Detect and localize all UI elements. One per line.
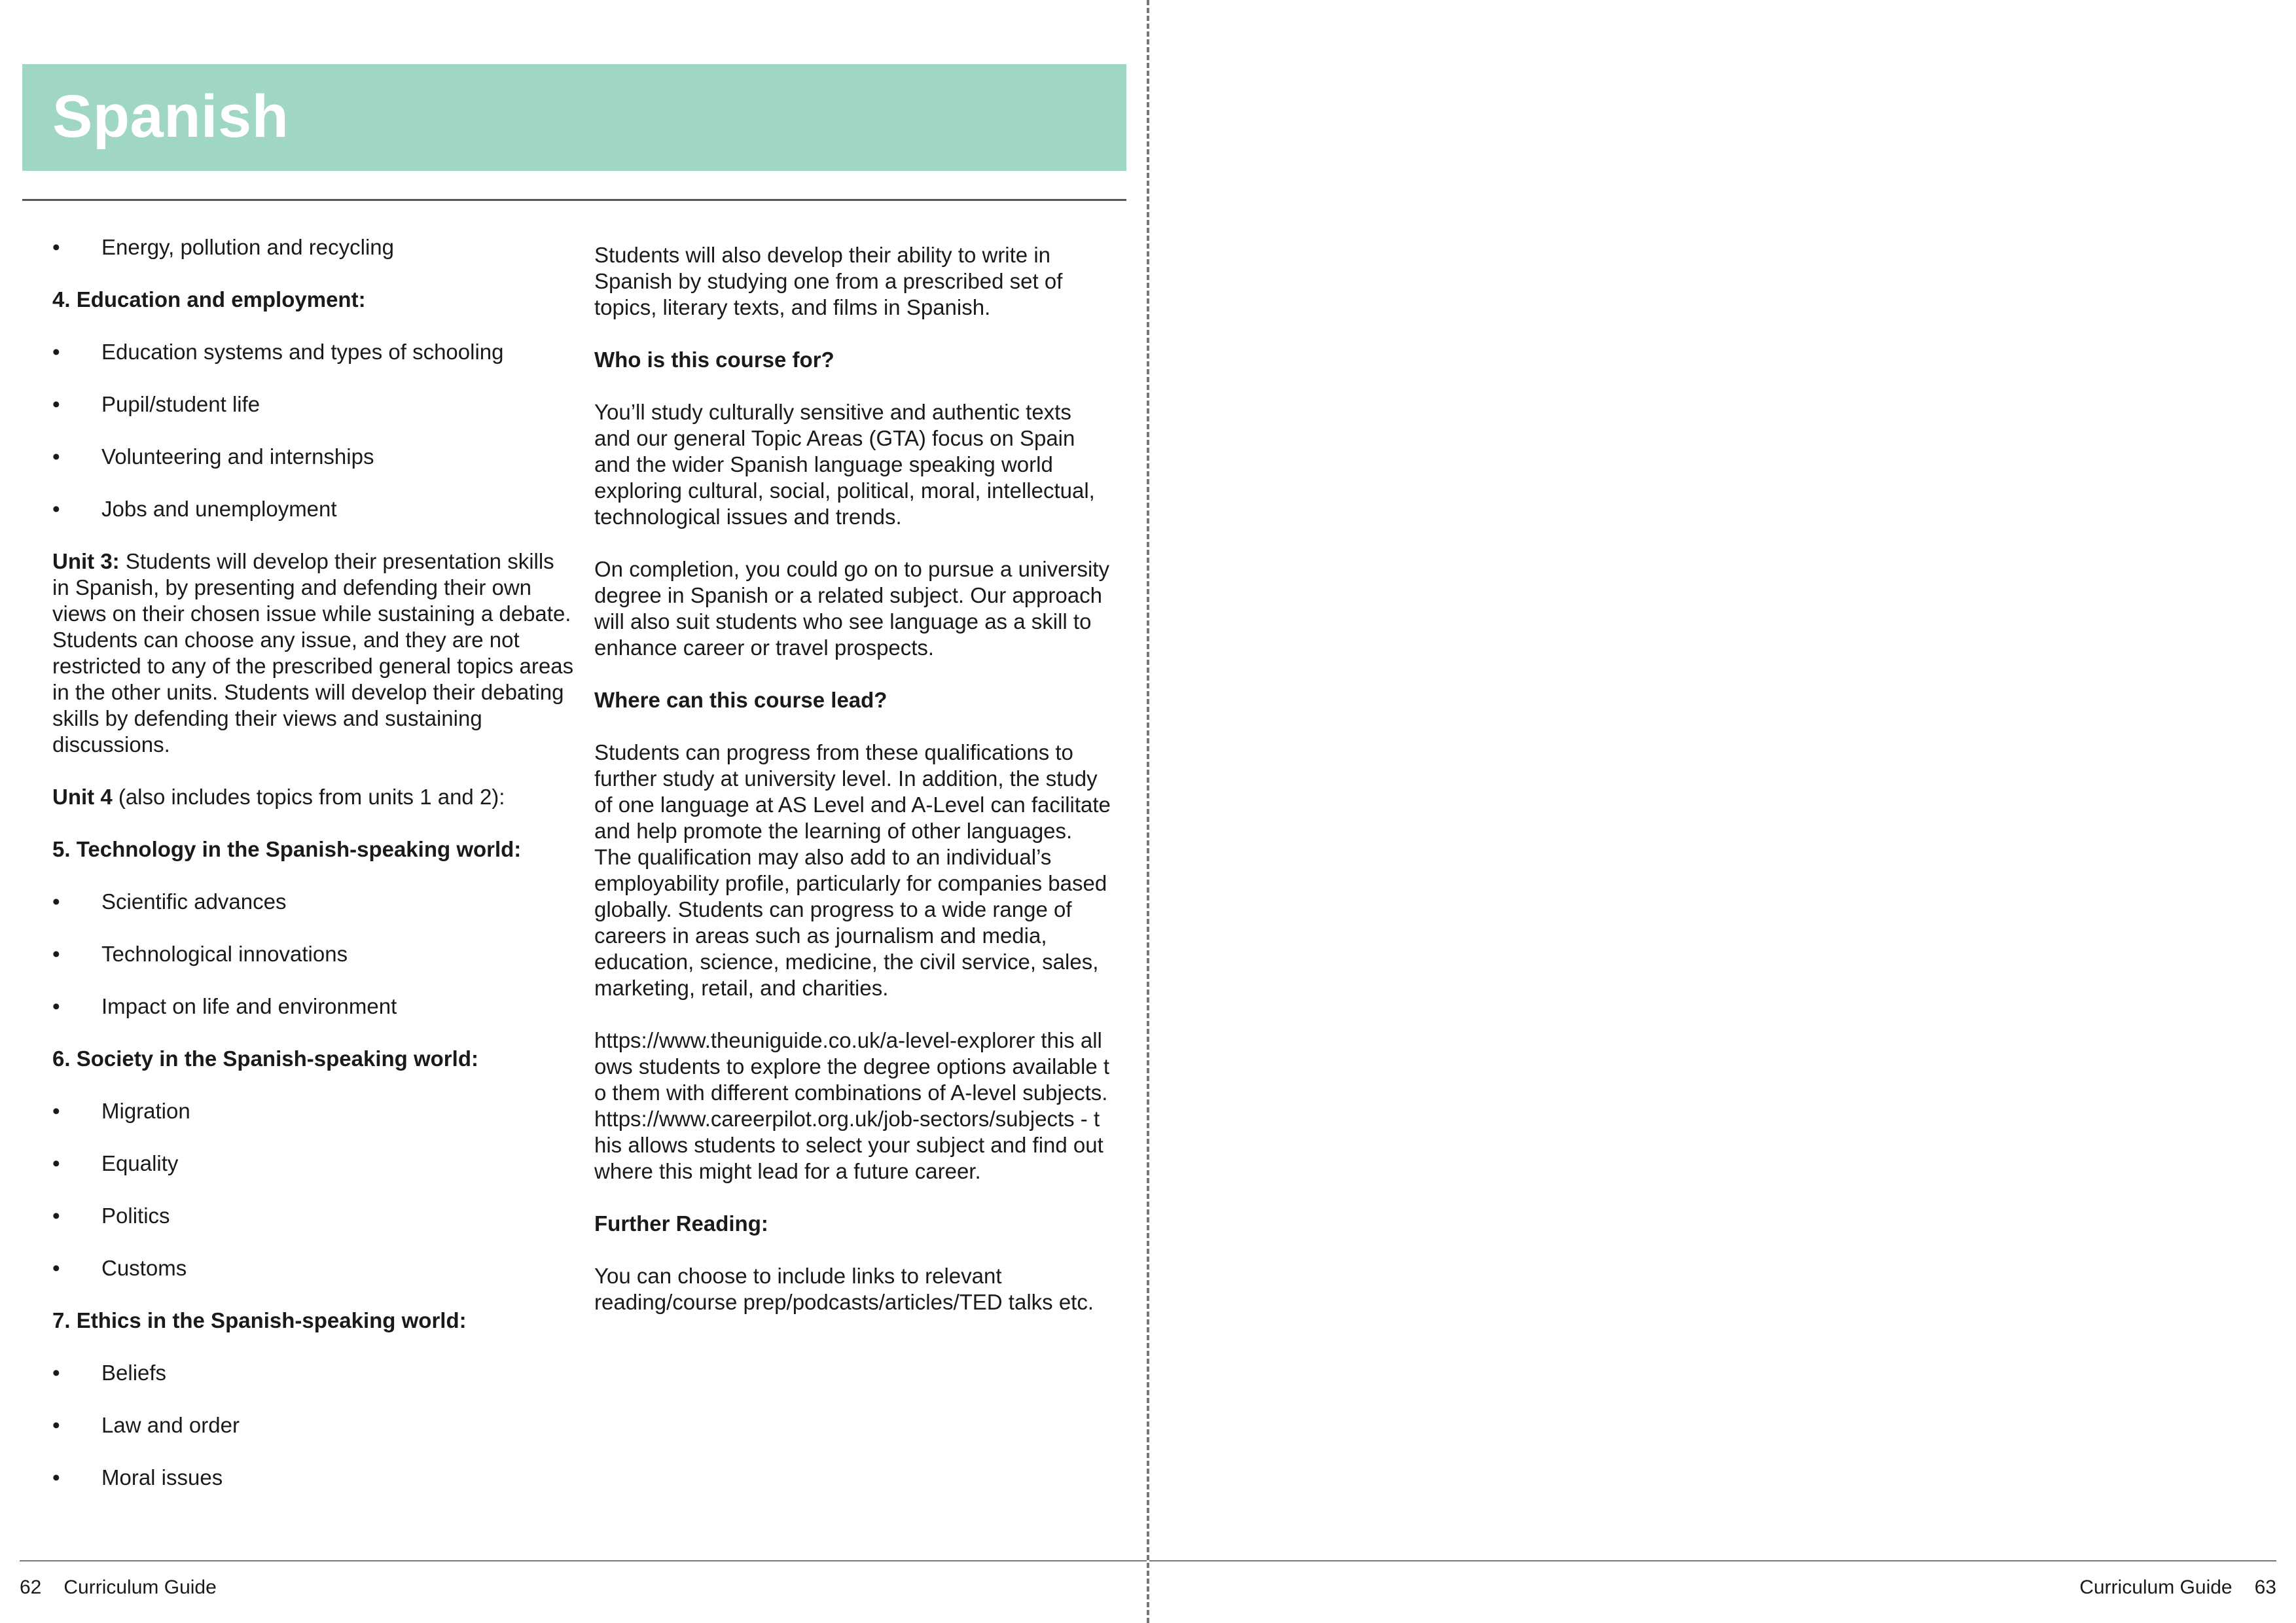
footer-left	[20, 1575, 217, 1601]
who-paragraph-2: On completion, you could go on to pursue a university degree in Spanish or a related subject. Our approach will also suit students who see language as a skill to enhance career or travel prospects.	[594, 557, 1109, 660]
footer-divider-left	[20, 1560, 1147, 1561]
where-paragraph: Students can progress from these qualifications to further study at university level. In addition, the study of one language at AS Level and A-Level can facilitate and help promote the learning of other languages. The qualification may also add to an individual’s employability profile, particularly for companies based globally. Students can progress to a wide range of careers in areas such as journalism and media, education, science, medicine, the civil service, sales, marketing, retail, and charities.	[594, 740, 1111, 1000]
section-heading-society: 6. Society in the Spanish-speaking world:	[52, 1046, 478, 1071]
bullet-icon: •	[52, 235, 60, 259]
section-heading-education: 4. Education and employment:	[52, 287, 366, 312]
list-item: • Pupil/student life	[52, 392, 260, 416]
footer-label-right: Curriculum Guide	[2079, 1577, 2233, 1598]
links-paragraph: https://www.theuniguide.co.uk/a-level-explorer this allows students to explore the degree options available to them with different combinations of A-level subjects. https://www.careerpilot.org.uk/job-sectors/subjects - this allows students to select your subject and find out where this might lead for a future career.	[594, 1028, 1110, 1183]
bullet-icon: •	[52, 444, 60, 469]
section-heading-who: Who is this course for?	[594, 348, 834, 372]
right-column	[594, 242, 1111, 1342]
footer-divider-right	[1149, 1560, 2276, 1561]
page-fold-divider	[1147, 0, 1149, 1623]
bullet-icon: •	[52, 1465, 60, 1489]
reading-paragraph: You can choose to include links to relevant reading/course prep/podcasts/articles/TED talks etc.	[594, 1264, 1094, 1314]
bullet-icon: •	[52, 1361, 60, 1385]
list-item: • Migration	[52, 1099, 190, 1123]
left-column	[52, 234, 576, 1517]
list-item: • Politics	[52, 1204, 170, 1228]
section-heading-ethics: 7. Ethics in the Spanish-speaking world:	[52, 1308, 467, 1332]
footer-label-left: Curriculum Guide	[63, 1577, 217, 1598]
bullet-icon: •	[52, 994, 60, 1018]
list-item: • Customs	[52, 1256, 187, 1280]
list-item: • Energy, pollution and recycling	[52, 235, 394, 259]
intro-paragraph: Students will also develop their ability to write in Spanish by studying one from a prescribed set of topics, literary texts, and films in Spanish.	[594, 243, 1063, 319]
footer-right	[2079, 1575, 2276, 1601]
list-item: • Equality	[52, 1151, 179, 1175]
title-divider	[22, 199, 1126, 201]
list-item: • Impact on life and environment	[52, 994, 397, 1018]
bullet-icon: •	[52, 1413, 60, 1437]
bullet-icon: •	[52, 1204, 60, 1228]
unit3-paragraph: Unit 3: Students will develop their presentation skills in Spanish, by presenting and defending their own views on their chosen issue while sustaining a debate. Students can choose any issue, and they are not restricted to any of the prescribed general topics areas in the other units. Students will develop their debating skills by defending their views and sustaining discussions.	[52, 549, 574, 757]
bullet-icon: •	[52, 392, 60, 416]
bullet-icon: •	[52, 1256, 60, 1280]
bullet-icon: •	[52, 1099, 60, 1123]
list-item: • Law and order	[52, 1413, 240, 1437]
who-paragraph-1: You’ll study culturally sensitive and authentic texts and our general Topic Areas (GTA) focus on Spain and the wider Spanish language speaking world exploring cultural, social, political, moral, intellectual, technological issues and trends.	[594, 400, 1095, 529]
section-heading-technology: 5. Technology in the Spanish-speaking world:	[52, 837, 522, 861]
page-number-right: 63	[2254, 1577, 2276, 1598]
unit4-paragraph: Unit 4 (also includes topics from units 1 and 2):	[52, 785, 505, 809]
list-item: • Education systems and types of schooling	[52, 340, 504, 364]
bullet-icon: •	[52, 497, 60, 521]
bullet-icon: •	[52, 942, 60, 966]
bullet-icon: •	[52, 1151, 60, 1175]
list-item: • Moral issues	[52, 1465, 223, 1489]
list-item: • Beliefs	[52, 1361, 167, 1385]
list-item: • Technological innovations	[52, 942, 348, 966]
section-heading-where: Where can this course lead?	[594, 688, 888, 712]
list-item: • Jobs and unemployment	[52, 497, 337, 521]
title-band	[22, 64, 1126, 171]
bullet-icon: •	[52, 340, 60, 364]
page-title: Spanish	[52, 83, 289, 150]
section-heading-reading: Further Reading:	[594, 1211, 768, 1236]
bullet-icon: •	[52, 889, 60, 914]
list-item: • Scientific advances	[52, 889, 287, 914]
page-number-left: 62	[20, 1577, 42, 1598]
list-item: • Volunteering and internships	[52, 444, 374, 469]
